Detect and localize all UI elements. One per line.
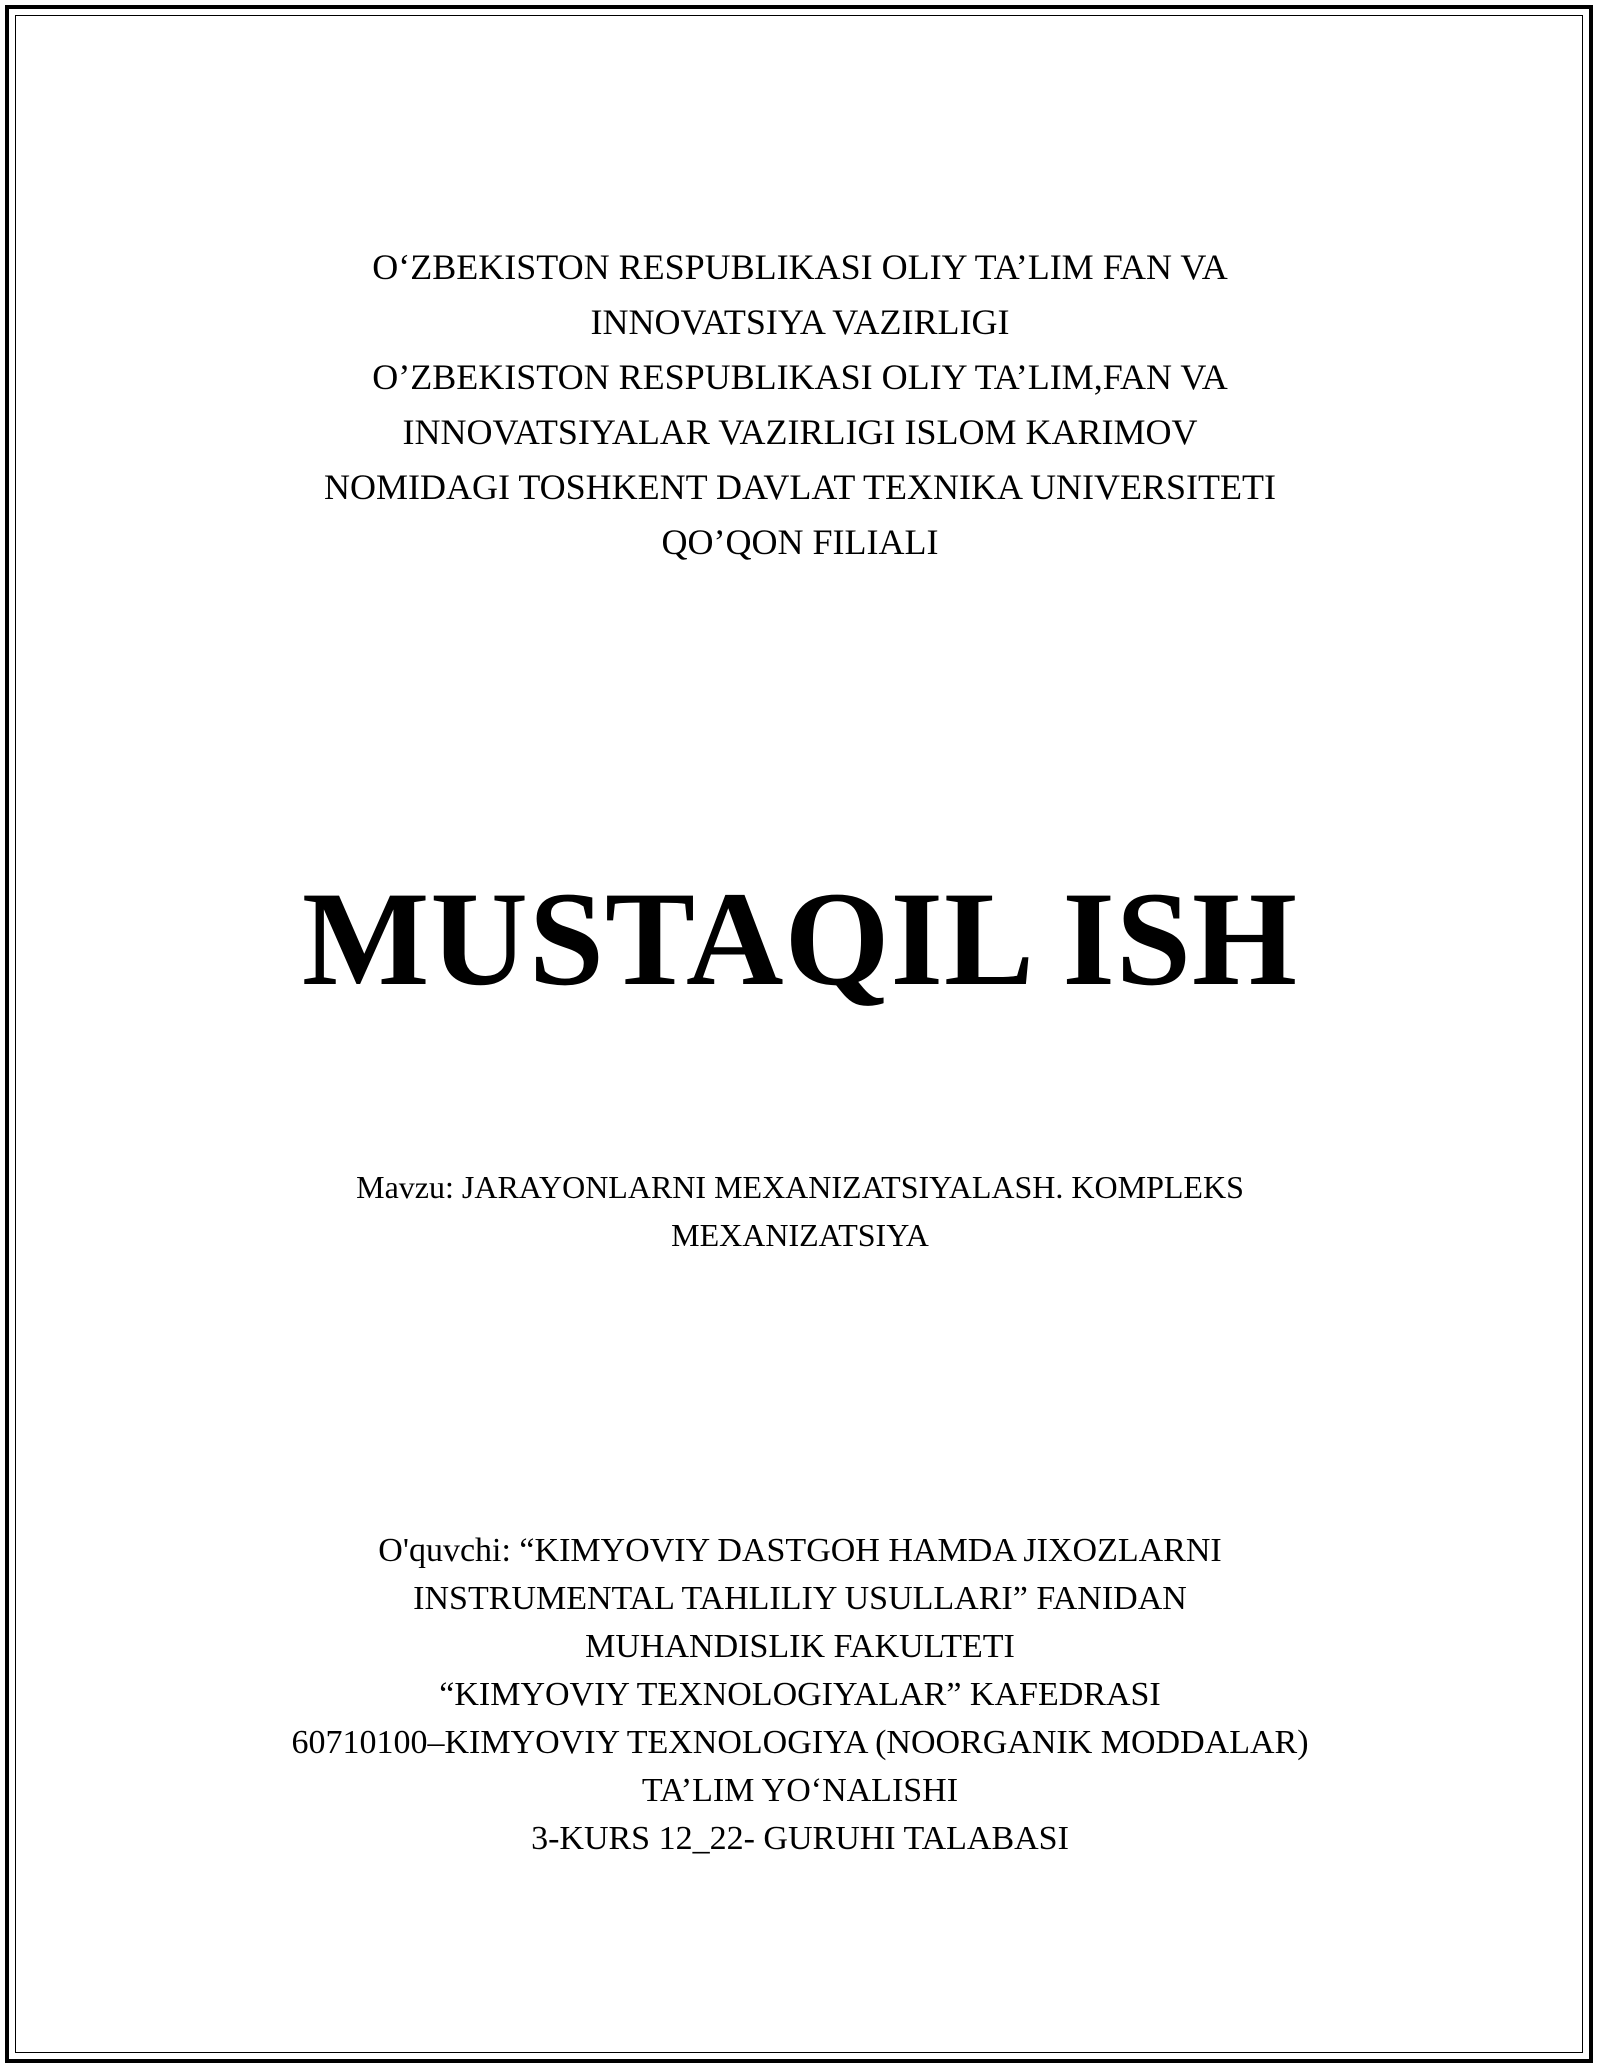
student-line: TA’LIM YO‘NALISHI	[641, 1772, 959, 1809]
student-info	[220, 1527, 1380, 1863]
student-line: MUHANDISLIK FAKULTETI	[585, 1628, 1015, 1665]
header-line: O’ZBEKISTON RESPUBLIKASI OLIY TA’LIM,FAN VA	[372, 357, 1228, 397]
header-line: INNOVATSIYA VAZIRLIGI	[590, 302, 1010, 342]
document-title: MUSTAQIL ISH	[301, 865, 1299, 1014]
topic-line: MEXANIZATSIYA	[671, 1217, 929, 1253]
header-line: NOMIDAGI TOSHKENT DAVLAT TEXNIKA UNIVERSITETI	[324, 467, 1276, 507]
student-line: 3-KURS 12_22- GURUHI TALABASI	[531, 1820, 1069, 1857]
student-line: “KIMYOVIY TEXNOLOGIYALAR” KAFEDRASI	[439, 1676, 1161, 1713]
header-line: QO’QON FILIALI	[661, 522, 939, 562]
topic-section	[220, 1163, 1380, 1259]
header-line: O‘ZBEKISTON RESPUBLIKASI OLIY TA’LIM FAN VA	[372, 247, 1228, 287]
student-line: 60710100–KIMYOVIY TEXNOLOGIYA (NOORGANIK MODDALAR)	[291, 1724, 1309, 1761]
header-line: INNOVATSIYALAR VAZIRLIGI ISLOM KARIMOV	[402, 412, 1198, 452]
topic-line: Mavzu: JARAYONLARNI MEXANIZATSIYALASH. KOMPLEKS	[356, 1169, 1244, 1205]
student-line: INSTRUMENTAL TAHLILIY USULLARI” FANIDAN	[413, 1580, 1187, 1617]
ministry-header	[220, 240, 1380, 570]
student-line: O'quvchi: “KIMYOVIY DASTGOH HAMDA JIXOZLARNI	[378, 1532, 1222, 1569]
